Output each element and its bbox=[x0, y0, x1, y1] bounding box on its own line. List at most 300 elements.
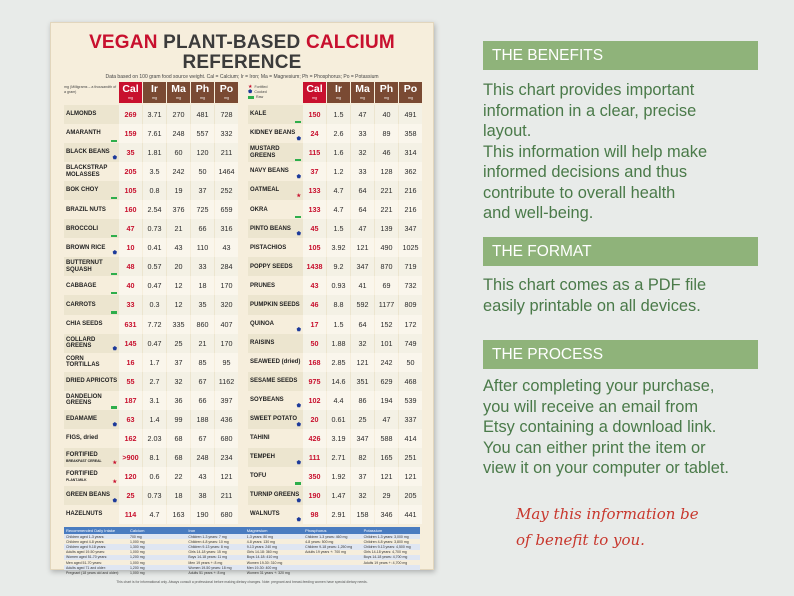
calcium-value: 50 bbox=[303, 334, 326, 353]
phosphorus-value: 860 bbox=[191, 315, 214, 334]
potassium-value: 539 bbox=[399, 391, 422, 410]
pentagon-icon: ⬟ bbox=[296, 174, 301, 181]
right-column bbox=[248, 82, 422, 524]
column-header bbox=[64, 82, 238, 103]
magnesium-value: 64 bbox=[351, 315, 374, 334]
calcium-value: 190 bbox=[303, 486, 326, 505]
food-name-text: BLACKSTRAP MOLASSES bbox=[66, 165, 108, 178]
calcium-value: 33 bbox=[119, 295, 142, 314]
header-label: Ph bbox=[379, 83, 394, 95]
food-row bbox=[64, 486, 238, 505]
food-name bbox=[248, 448, 302, 467]
iron-value: 3.5 bbox=[143, 162, 166, 181]
iron-value: 1.47 bbox=[327, 486, 350, 505]
rdi-cell: Girls 14-18 years: 15 mg bbox=[188, 550, 227, 555]
text-line: easily printable on all devices. bbox=[483, 296, 701, 315]
food-name-text: FORTIFIED bbox=[66, 471, 98, 478]
food-row bbox=[64, 105, 238, 124]
iron-value: 0.8 bbox=[143, 181, 166, 200]
iron-value: 1.7 bbox=[143, 353, 166, 372]
rdi-row bbox=[64, 560, 420, 565]
legend-raw bbox=[248, 95, 302, 100]
rdi-cell: Girls 14-18: 360 mg bbox=[246, 550, 278, 555]
iron-value: 0.6 bbox=[143, 467, 166, 486]
title-word-reference: REFERENCE bbox=[182, 52, 302, 73]
magnesium-value: 32 bbox=[351, 334, 374, 353]
calcium-value: 150 bbox=[303, 105, 326, 124]
food-row bbox=[248, 200, 422, 219]
rdi-cell: 1,300 mg bbox=[130, 545, 145, 549]
potassium-value: 732 bbox=[399, 276, 422, 295]
magnesium-value: 18 bbox=[167, 486, 190, 505]
iron-value: 9.2 bbox=[327, 257, 350, 276]
header-unit: mg bbox=[128, 96, 133, 100]
calcium-value: 37 bbox=[303, 162, 326, 181]
magnesium-value: 121 bbox=[351, 238, 374, 257]
header-iron bbox=[327, 82, 350, 103]
phosphorus-value: 152 bbox=[375, 315, 398, 334]
food-name-text: CHIA SEEDS bbox=[66, 320, 103, 327]
process-text bbox=[483, 376, 783, 479]
magnesium-value: 64 bbox=[351, 200, 374, 219]
food-row bbox=[64, 143, 238, 162]
food-name-text: SOYBEANS bbox=[250, 396, 284, 403]
header-magnesium bbox=[167, 82, 190, 103]
rdi-cell: 1,000 mg bbox=[130, 539, 145, 544]
food-row bbox=[64, 353, 238, 372]
rdi-cell: Boys 14-18: 410 mg bbox=[246, 555, 279, 560]
text-line: Etsy containing a download link. bbox=[483, 418, 717, 436]
food-name bbox=[248, 505, 302, 524]
rdi-row bbox=[64, 539, 420, 544]
food-name-text: COLLARD GREENS bbox=[66, 336, 96, 350]
iron-value: 8.8 bbox=[327, 295, 350, 314]
title-word-vegan: VEGAN bbox=[89, 32, 158, 53]
text-line: of benefit to you. bbox=[516, 531, 645, 549]
food-name-text: BUTTERNUT SQUASH bbox=[66, 260, 103, 273]
food-name-text: NAVY BEANS bbox=[250, 168, 289, 175]
pentagon-icon: ⬟ bbox=[296, 497, 301, 504]
iron-value: 4.7 bbox=[327, 181, 350, 200]
food-name-text: FORTIFIED bbox=[66, 452, 98, 459]
rdi-header-cell: Calcium bbox=[130, 528, 145, 534]
phosphorus-value: 67 bbox=[191, 372, 214, 391]
header-label: Ma bbox=[355, 83, 370, 95]
magnesium-value: 33 bbox=[351, 162, 374, 181]
food-name-text: PUMPKIN SEEDS bbox=[250, 301, 300, 308]
potassium-value: 172 bbox=[399, 315, 422, 334]
calcium-value: 145 bbox=[119, 334, 142, 353]
iron-value: 7.72 bbox=[143, 315, 166, 334]
potassium-value: 252 bbox=[215, 181, 238, 200]
potassium-value: 211 bbox=[215, 143, 238, 162]
pentagon-icon: ⬟ bbox=[112, 250, 117, 257]
food-row bbox=[248, 238, 422, 257]
magnesium-value: 19 bbox=[167, 181, 190, 200]
food-name bbox=[64, 315, 118, 334]
rdi-cell: Men 19-30: 400 mg bbox=[246, 565, 278, 570]
iron-value: 2.71 bbox=[327, 448, 350, 467]
potassium-value: 441 bbox=[399, 505, 422, 524]
food-name-text: POPPY SEEDS bbox=[250, 263, 293, 270]
phosphorus-value: 101 bbox=[375, 334, 398, 353]
rdi-cell: Adults aged 19-50 years: bbox=[66, 550, 105, 555]
food-name bbox=[64, 410, 118, 429]
phosphorus-value: 35 bbox=[191, 295, 214, 314]
food-name bbox=[64, 162, 118, 181]
food-name-text: TAHINI bbox=[250, 435, 270, 442]
calcium-value: 10 bbox=[119, 238, 142, 257]
iron-value: 0.47 bbox=[143, 334, 166, 353]
magnesium-value: 32 bbox=[351, 486, 374, 505]
potassium-value: 414 bbox=[399, 429, 422, 448]
food-name bbox=[64, 276, 118, 295]
potassium-value: 436 bbox=[215, 410, 238, 429]
header-label: Ph bbox=[195, 83, 210, 95]
potassium-value: 316 bbox=[215, 219, 238, 238]
food-name bbox=[64, 429, 118, 448]
phosphorus-value: 21 bbox=[191, 334, 214, 353]
phosphorus-value: 85 bbox=[191, 353, 214, 372]
food-row bbox=[64, 467, 238, 486]
star-icon: ★ bbox=[112, 459, 117, 466]
magnesium-value: 347 bbox=[351, 429, 374, 448]
calcium-value: 631 bbox=[119, 315, 142, 334]
header-label: Cal bbox=[306, 83, 323, 95]
header-unit: mg bbox=[224, 96, 229, 100]
header-unit: mg bbox=[312, 96, 317, 100]
food-name bbox=[248, 353, 302, 372]
food-name bbox=[64, 448, 118, 467]
rdi-header-row bbox=[64, 527, 420, 534]
rdi-header-cell: Potassium bbox=[363, 528, 383, 534]
text-line: This chart comes as a PDF file bbox=[483, 276, 707, 294]
pentagon-icon: ⬟ bbox=[296, 517, 301, 524]
iron-value: 0.73 bbox=[143, 219, 166, 238]
text-line: May this information be bbox=[516, 505, 699, 523]
food-name bbox=[248, 276, 302, 295]
rdi-row bbox=[64, 570, 420, 575]
iron-value: 14.6 bbox=[327, 372, 350, 391]
phosphorus-value: 221 bbox=[375, 181, 398, 200]
calcium-value: 17 bbox=[303, 315, 326, 334]
food-name bbox=[64, 238, 118, 257]
star-icon: ★ bbox=[296, 193, 301, 200]
food-row bbox=[248, 505, 422, 524]
raw-swatch-icon bbox=[295, 216, 301, 219]
text-line: You can either print the item or bbox=[483, 438, 706, 457]
magnesium-value: 64 bbox=[351, 181, 374, 200]
phosphorus-value: 588 bbox=[375, 429, 398, 448]
food-name-text: DANDELION GREENS bbox=[66, 393, 102, 407]
food-row bbox=[64, 315, 238, 334]
food-name-text: BLACK BEANS bbox=[66, 149, 110, 156]
calcium-value: 46 bbox=[303, 295, 326, 314]
calcium-value: 120 bbox=[119, 467, 142, 486]
calcium-value: 159 bbox=[119, 124, 142, 143]
phosphorus-value: 89 bbox=[375, 124, 398, 143]
raw-swatch-icon bbox=[111, 235, 117, 238]
raw-swatch-icon bbox=[111, 406, 117, 409]
food-name-text: WALNUTS bbox=[250, 511, 280, 518]
header-potassium bbox=[399, 82, 422, 103]
food-row bbox=[248, 372, 422, 391]
phosphorus-value: 139 bbox=[375, 219, 398, 238]
phosphorus-value: 1177 bbox=[375, 295, 398, 314]
rdi-cell: Children 1-3 years: 460 mg bbox=[305, 534, 348, 539]
calcium-value: 40 bbox=[119, 276, 142, 295]
potassium-value: 95 bbox=[215, 353, 238, 372]
magnesium-value: 158 bbox=[351, 505, 374, 524]
calcium-value: 105 bbox=[303, 238, 326, 257]
text-line: view it on your computer or tablet. bbox=[483, 459, 729, 477]
pentagon-icon: ⬟ bbox=[248, 89, 253, 95]
text-line: layout. bbox=[483, 122, 532, 140]
food-name bbox=[64, 505, 118, 524]
iron-value: 0.73 bbox=[143, 486, 166, 505]
potassium-value: 1162 bbox=[215, 372, 238, 391]
magnesium-value: 270 bbox=[167, 105, 190, 124]
potassium-value: 216 bbox=[399, 181, 422, 200]
phosphorus-value: 18 bbox=[191, 276, 214, 295]
food-row bbox=[64, 257, 238, 276]
food-row bbox=[248, 162, 422, 181]
rdi-cell: Pregnant (18 years old and older): bbox=[66, 570, 120, 575]
potassium-value: 43 bbox=[215, 238, 238, 257]
food-row bbox=[248, 181, 422, 200]
recommended-daily-intake-table bbox=[64, 527, 420, 576]
food-name-text: OKRA bbox=[250, 206, 268, 213]
magnesium-value: 68 bbox=[167, 429, 190, 448]
calcium-value: 162 bbox=[119, 429, 142, 448]
rdi-cell: Women 31 years +: 320 mg bbox=[246, 570, 290, 575]
magnesium-value: 163 bbox=[167, 505, 190, 524]
iron-value: 0.57 bbox=[143, 257, 166, 276]
poster-title bbox=[64, 33, 420, 73]
phosphorus-value: 190 bbox=[191, 505, 214, 524]
food-name-text: EDAMAME bbox=[66, 416, 97, 423]
food-name-text: BOK CHOY bbox=[66, 187, 99, 194]
potassium-value: 680 bbox=[215, 505, 238, 524]
format-text bbox=[483, 275, 783, 316]
format-heading: THE FORMAT bbox=[483, 237, 758, 266]
calcium-value: 35 bbox=[119, 143, 142, 162]
food-row bbox=[64, 448, 238, 467]
magnesium-value: 12 bbox=[167, 295, 190, 314]
phosphorus-value: 69 bbox=[375, 276, 398, 295]
potassium-value: 680 bbox=[215, 429, 238, 448]
food-row bbox=[64, 429, 238, 448]
magnesium-value: 43 bbox=[167, 238, 190, 257]
magnesium-value: 22 bbox=[167, 467, 190, 486]
calcium-value: 43 bbox=[303, 276, 326, 295]
raw-swatch-icon bbox=[295, 159, 301, 162]
food-name-text: OATMEAL bbox=[250, 187, 280, 194]
food-row bbox=[64, 238, 238, 257]
potassium-value: 320 bbox=[215, 295, 238, 314]
magnesium-value: 47 bbox=[351, 105, 374, 124]
iron-value: 0.61 bbox=[327, 410, 350, 429]
header-calcium bbox=[119, 82, 142, 103]
pentagon-icon: ⬟ bbox=[296, 459, 301, 466]
food-name bbox=[64, 295, 118, 314]
food-row bbox=[64, 200, 238, 219]
magnesium-value: 68 bbox=[167, 448, 190, 467]
calcium-value: 24 bbox=[303, 124, 326, 143]
calcium-value: 16 bbox=[119, 353, 142, 372]
header-unit: mg bbox=[336, 96, 341, 100]
phosphorus-value: 221 bbox=[375, 200, 398, 219]
rdi-cell: Adults 19 years +: 700 mg bbox=[305, 550, 346, 555]
food-row bbox=[248, 467, 422, 486]
phosphorus-value: 33 bbox=[191, 257, 214, 276]
raw-swatch-icon bbox=[111, 292, 117, 295]
rdi-cell: Children 1-3 years: 3,000 mg bbox=[363, 534, 409, 539]
food-name bbox=[64, 200, 118, 219]
food-name bbox=[64, 257, 118, 276]
calcium-value: 102 bbox=[303, 391, 326, 410]
food-name-text: BROWN RICE bbox=[66, 244, 106, 251]
phosphorus-value: 725 bbox=[191, 200, 214, 219]
potassium-value: 284 bbox=[215, 257, 238, 276]
iron-value: 0.3 bbox=[143, 295, 166, 314]
phosphorus-value: 29 bbox=[375, 486, 398, 505]
iron-value: 1.2 bbox=[327, 162, 350, 181]
phosphorus-value: 870 bbox=[375, 257, 398, 276]
rdi-cell: Girls 14-18 years: 4,700 mg bbox=[363, 550, 407, 555]
potassium-value: 468 bbox=[399, 372, 422, 391]
potassium-value: 216 bbox=[399, 200, 422, 219]
closing-message bbox=[516, 501, 786, 553]
rdi-cell: 1,000 mg bbox=[130, 550, 145, 555]
potassium-value: 234 bbox=[215, 448, 238, 467]
food-name bbox=[248, 238, 302, 257]
potassium-value: 121 bbox=[215, 467, 238, 486]
header-label: Po bbox=[219, 83, 234, 95]
food-row bbox=[64, 124, 238, 143]
food-row bbox=[64, 219, 238, 238]
food-name-text: GREEN BEANS bbox=[66, 492, 111, 499]
rdi-cell: Men 19 years +: 8 mg bbox=[188, 560, 223, 565]
potassium-value: 719 bbox=[399, 257, 422, 276]
unit-note-text: mg (Milligrams – a thousandth of a gram) bbox=[64, 85, 117, 94]
text-line: you will receive an email from bbox=[483, 397, 698, 416]
calcium-value: 133 bbox=[303, 181, 326, 200]
magnesium-value: 86 bbox=[351, 391, 374, 410]
rdi-header-cell: Magnesium bbox=[246, 528, 268, 534]
rdi-cell: Women aged 51-70 years: bbox=[66, 555, 108, 560]
header-label: Po bbox=[403, 83, 418, 95]
iron-value: 2.7 bbox=[143, 372, 166, 391]
pentagon-icon: ⬟ bbox=[112, 497, 117, 504]
pentagon-icon: ⬟ bbox=[296, 231, 301, 238]
nutrient-grid bbox=[64, 82, 420, 524]
rdi-row bbox=[64, 534, 420, 539]
header-iron bbox=[143, 82, 166, 103]
phosphorus-value: 38 bbox=[191, 486, 214, 505]
iron-value: 0.41 bbox=[143, 238, 166, 257]
text-line: and well-being. bbox=[483, 204, 594, 222]
food-name-text: MUSTARD GREENS bbox=[250, 146, 280, 159]
phosphorus-value: 40 bbox=[375, 105, 398, 124]
phosphorus-value: 194 bbox=[375, 391, 398, 410]
food-name-text: DRIED APRICOTS bbox=[66, 377, 118, 384]
rdi-cell: Women 19-30: 310 mg bbox=[246, 560, 283, 565]
potassium-value: 347 bbox=[399, 219, 422, 238]
phosphorus-value: 490 bbox=[375, 238, 398, 257]
magnesium-value: 37 bbox=[351, 467, 374, 486]
calcium-value: 45 bbox=[303, 219, 326, 238]
food-row bbox=[248, 410, 422, 429]
raw-swatch-icon bbox=[111, 197, 117, 200]
calcium-value: 55 bbox=[119, 372, 142, 391]
magnesium-value: 32 bbox=[351, 143, 374, 162]
potassium-value: 1464 bbox=[215, 162, 238, 181]
header-unit: mg bbox=[176, 96, 181, 100]
magnesium-value: 347 bbox=[351, 257, 374, 276]
magnesium-value: 25 bbox=[351, 410, 374, 429]
iron-value: 2.6 bbox=[327, 124, 350, 143]
food-name-subtext: PLANT-MILK bbox=[66, 477, 87, 482]
food-name-text: CABBAGE bbox=[66, 282, 97, 289]
food-row bbox=[64, 391, 238, 410]
pentagon-icon: ⬟ bbox=[296, 402, 301, 409]
iron-value: 4.4 bbox=[327, 391, 350, 410]
food-name-text: AMARANTH bbox=[66, 130, 101, 137]
magnesium-value: 60 bbox=[167, 143, 190, 162]
food-name bbox=[248, 391, 302, 410]
rdi-cell: Children 4-8 years: 10 mg bbox=[188, 539, 229, 544]
raw-swatch-icon bbox=[111, 140, 117, 143]
food-name bbox=[248, 295, 302, 314]
food-row bbox=[248, 315, 422, 334]
rdi-cell: 700 mg bbox=[130, 534, 142, 539]
phosphorus-value: 120 bbox=[191, 143, 214, 162]
food-name bbox=[64, 124, 118, 143]
magnesium-value: 351 bbox=[351, 372, 374, 391]
star-icon: ★ bbox=[112, 478, 117, 485]
food-row bbox=[64, 505, 238, 524]
food-name bbox=[248, 105, 302, 124]
rdi-header-cell: Iron bbox=[188, 528, 196, 534]
iron-value: 3.19 bbox=[327, 429, 350, 448]
food-name-text: QUINOA bbox=[250, 320, 274, 327]
phosphorus-value: 481 bbox=[191, 105, 214, 124]
food-name bbox=[248, 467, 302, 486]
rdi-cell: 4-8 years: 130 mg bbox=[246, 539, 275, 544]
food-name bbox=[248, 315, 302, 334]
calcium-value: 114 bbox=[119, 505, 142, 524]
magnesium-value: 12 bbox=[167, 276, 190, 295]
poster-footer: This chart is for informational only. Always consult a professional before making dietary changes. Note: pregnant and breast-feeding women have special dietary needs. bbox=[116, 579, 368, 584]
iron-value: 1.81 bbox=[143, 143, 166, 162]
iron-value: 1.5 bbox=[327, 105, 350, 124]
calcium-value: 111 bbox=[303, 448, 326, 467]
rdi-cell: Children 1-3 years: 7 mg bbox=[188, 534, 227, 539]
iron-value: 3.71 bbox=[143, 105, 166, 124]
food-name bbox=[248, 219, 302, 238]
iron-value: 1.6 bbox=[327, 143, 350, 162]
rdi-cell: Adults 51 years +: 8 mg bbox=[188, 570, 226, 575]
food-name-text: CORN TORTILLAS bbox=[66, 355, 100, 369]
phosphorus-value: 248 bbox=[191, 448, 214, 467]
potassium-value: 1025 bbox=[399, 238, 422, 257]
potassium-value: 332 bbox=[215, 124, 238, 143]
potassium-value: 659 bbox=[215, 200, 238, 219]
magnesium-value: 32 bbox=[167, 372, 190, 391]
magnesium-value: 376 bbox=[167, 200, 190, 219]
potassium-value: 170 bbox=[215, 334, 238, 353]
